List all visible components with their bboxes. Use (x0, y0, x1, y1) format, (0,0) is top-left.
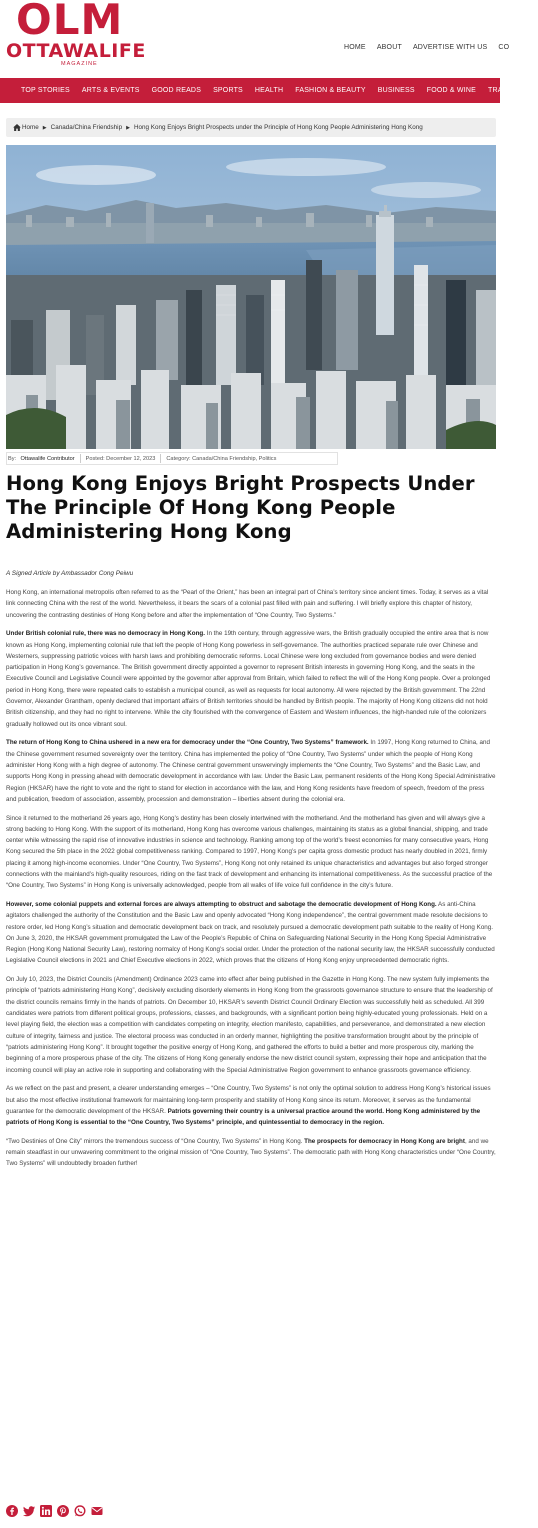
share-bar (6, 1505, 103, 1519)
breadcrumb (6, 118, 496, 137)
breadcrumb-home[interactable]: Home (22, 124, 39, 131)
top-nav (344, 44, 509, 51)
catnav-health[interactable]: HEALTH (254, 87, 284, 94)
catnav-business[interactable]: BUSINESS (377, 87, 415, 94)
article-title: Hong Kong Enjoys Bright Prospects Under The Principle Of Hong Kong People Administering Hong Kong (6, 472, 475, 543)
article-paragraph: The return of Hong Kong to China ushered in a new era for democracy under the “One Country, Two Systems” framework. In 1997, Hong Kong returned to China, and the Chinese government resumed sovereignty over the territory. China has implemented the policy of “One Country, Two Systems” under which the people of Hong Kong administer Hong Kong with a high degree of autonomy. The Chinese central government unswervingly implements the “One Country, Two Systems” and the Basic Law, and supports Hong Kong in pressing ahead with democratic development in accordance with law. Under the Basic Law, permanent residents of the Hong Kong Special Administrative Region (HKSAR) have the right to vote and the right to stand for election in accordance with the law, and Hong Kong residents have freedom of speech, freedom of the press and publication, freedom of association, assembly, procession and demonstration – liberties absent during the colonial era. (6, 739, 496, 803)
catnav-good-reads[interactable]: GOOD READS (151, 87, 202, 94)
catnav-food-wine[interactable]: FOOD & WINE (426, 87, 476, 94)
meta-category[interactable]: Category: Canada/China Friendship, Politics (166, 455, 277, 462)
pinterest-icon[interactable] (57, 1505, 69, 1517)
breadcrumb-current: Hong Kong Enjoys Bright Prospects under the Principle of Hong Kong People Administering Hong Kong (133, 124, 423, 131)
meta-by-label: By: (8, 455, 17, 462)
chevron-right-icon: ▶ (126, 124, 130, 131)
article-paragraph: Since it returned to the motherland 26 years ago, Hong Kong’s destiny has been closely intertwined with the motherland. And the motherland has given and will always give a strong backing to Hong Kong. With the support of its motherland, Hong Kong has overcome various challenges, maintaining its status as a global financial, shipping, and trade center while witnessing the rapid rise of innovative industries in science and technology. Ranking among top of the world’s freest economies for many consecutive years, Hong Kong secured the 5th place in the 2022 global competitiveness ranking. Compared to 1997, Hong Kong’s per capita gross domestic product has nearly doubled in 2021, firmly placing it among high-income economies. Under “One Country, Two Systems”, Hong Kong not only retained its unique characteristics and advantages but also forged stronger connections with the mainland’s high-quality resources, riding on the fast track of development and enhancing its international competitiveness. As the successful practice of the “One Country, Two Systems” in Hong Kong is universally acknowledged, people from all walks of life voice full confidence in the city’s future. (6, 814, 493, 890)
article-paragraph: “Two Destinies of One City” mirrors the tremendous success of “One Country, Two Systems” in Hong Kong. The prospects for democracy in Hong Kong are bright, and we remain steadfast in our unwavering commitment to the original mission of “One Country, Two Systems”. The democratic path with Hong Kong characteristics under “One Country, Two Systems” will undoubtedly broaden further! (6, 1137, 496, 1168)
twitter-icon[interactable] (23, 1505, 35, 1517)
meta-posted: Posted: December 12, 2023 (85, 455, 156, 462)
article-byline: A Signed Article by Ambassador Cong Peiwu (6, 570, 134, 577)
home-icon (13, 124, 21, 131)
article-paragraph: As we reflect on the past and present, a clearer understanding emerges – “One Country, Two Systems” is not only the optimal solution to address Hong Kong’s historical issues but also the most effective institutional framework for maintaining long-term prosperity and stability of Hong Kong since its return. Moreover, it serves as the fundamental guarantee for the democratic development of the HKSAR. Patriots governing their country is a universal practice around the world. Hong Kong administered by the patriots of Hong Kong is essential to the “One Country, Two Systems” principle, and quintessential to democracy in the region. (6, 1085, 491, 1127)
logo-ottawalife: OTTAWALIFE (6, 40, 146, 62)
meta-author[interactable]: Ottawalife Contributor (20, 455, 75, 462)
logo-olm: OLM (16, 0, 124, 44)
topnav-about[interactable]: ABOUT (376, 44, 402, 51)
meta-divider (160, 454, 161, 463)
article-paragraph: Hong Kong, an international metropolis often referred to as the “Pearl of the Orient,” has been an integral part of China’s territory since ancient times. Today, it serves as a vital link connecting China with the rest of the world. Nevertheless, it bears the scars of a colonial past filled with pain and suffering. I will briefly explore this chapter of history, uncovering the contrasting destinies of Hong Kong before and after the implementation of “One Country, Two Systems.” (6, 589, 489, 619)
breadcrumb-category[interactable]: Canada/China Friendship (50, 124, 123, 131)
catnav-top-stories[interactable]: TOP STORIES (21, 87, 70, 94)
linkedin-icon[interactable] (40, 1505, 52, 1517)
article-body (6, 587, 496, 1177)
category-nav (0, 78, 538, 103)
logo-magazine: MAGAZINE (61, 61, 98, 67)
chevron-right-icon: ▶ (42, 124, 47, 131)
catnav-fashion-beauty[interactable]: FASHION & BEAUTY (295, 87, 366, 94)
article-paragraph: On July 10, 2023, the District Councils (Amendment) Ordinance 2023 came into effect after being published in the Gazette in Hong Kong. The new system fully implements the principle of “patriots administering Hong Kong”, decisively excluding disorderly elements in Hong Kong from the grassroots governance structure to ensure that the leadership of the district councils remains firmly in the hands of patriots. On December 10, HKSAR’s seventh District Council Ordinary Election was successfully held as scheduled. All 399 candidates were patriots from different political groups, professions, classes, and backgrounds, with a significant portion being highly-educated young professionals. Held on a level playing field, the election was a competition with candidates competing on integrity, election manifesto, capabilities, and perseverance, and demonstrated a new election culture of integrity, fairness and justice. The electoral process was conducted in an orderly manner, highlighting the positive transformation brought about by the principle of “patriots administering Hong Kong”. It brought together the positive energy of Hong Kong, and gathered the efforts to build a better and more prosperous city, marking the beginning of a more prosperous phase of the city. The citizens of Hong Kong generally endorse the new district council system, expressing their hope and anticipation that the incoming council will play an active role in supporting and collaborating with the Special Administrative Region government to enhance grassroots governance efficiency. (6, 976, 493, 1074)
hero-image (6, 145, 496, 449)
facebook-icon[interactable] (6, 1505, 18, 1517)
hong-kong-skyline-image (6, 145, 496, 449)
topnav-contact[interactable]: CO (498, 44, 510, 51)
topnav-advertise[interactable]: ADVERTISE WITH US (412, 44, 488, 51)
catnav-politics[interactable]: PO (527, 87, 538, 94)
whatsapp-icon[interactable] (74, 1505, 86, 1517)
catnav-travel[interactable]: TRAVEL (488, 87, 516, 94)
site-header (0, 0, 510, 78)
article-meta (6, 452, 338, 465)
article-paragraph: Under British colonial rule, there was no democracy in Hong Kong. In the 19th century, through aggressive wars, the British gradually occupied the entire area that is now known as Hong Kong, implementing colonial rule that left the people of Hong Kong powerless in self-governance. The authorities practiced separate rule over Chinese and Westerners, suppressing patriotic voices with harsh laws and prohibiting democratic reforms. Local Chinese were long excluded from governance bodies and were denied participation in Hong Kong’s governance. The British government directly appointed a governor to represent British interests in governing Hong Kong, and the seats in the Executive Council and Legislative Council were appointed by the governor after approval from Britain, which failed to reflect the will of the Hong Kong people. Over a prolonged period in Hong Kong, there were repeated calls to establish a municipal council, as well as requests for local autonomy. All were rejected by the British government. The 22nd Governor, Alexander Grantham, openly declared that important affairs of British territories should be handled by British people. The majority of Hong Kong citizens did not hold British citizenship, and they had no right to intervene. While the city flourished with the convergence of Eastern and Western influences, the high-handed rule of the colonizers gradually hollowed out its once vibrant soul. (6, 630, 491, 728)
catnav-arts-events[interactable]: ARTS & EVENTS (81, 87, 140, 94)
catnav-sports[interactable]: SPORTS (213, 87, 243, 94)
article-paragraph: However, some colonial puppets and external forces are always attempting to obstruct and sabotage the democratic development of Hong Kong. As anti-China agitators challenged the authority of the Constitution and the Basic Law and openly advocated “Hong Kong independence”, the central government made resolute decisions to restore order, led Hong Kong’s situation and democratic development back on track, and resolutely pursued a democratic development path suitable to the reality of Hong Kong. On June 3, 2020, the HKSAR government promulgated the Law of the People’s Republic of China on Safeguarding National Security in the Hong Kong Special Administrative Region (Hong Kong National Security Law), restoring normalcy of Hong Kong’s social order. Under the protection of the national security law, the HKSAR successfully conducted Legislative Council elections in 2021 and Chief Executive elections in 2022, which proves that the citizens of Hong Kong enjoy unprecedented democratic rights. (6, 900, 495, 965)
topnav-home[interactable]: HOME (344, 44, 366, 51)
site-logo[interactable] (6, 2, 146, 72)
meta-divider (80, 454, 81, 463)
email-icon[interactable] (91, 1505, 103, 1517)
